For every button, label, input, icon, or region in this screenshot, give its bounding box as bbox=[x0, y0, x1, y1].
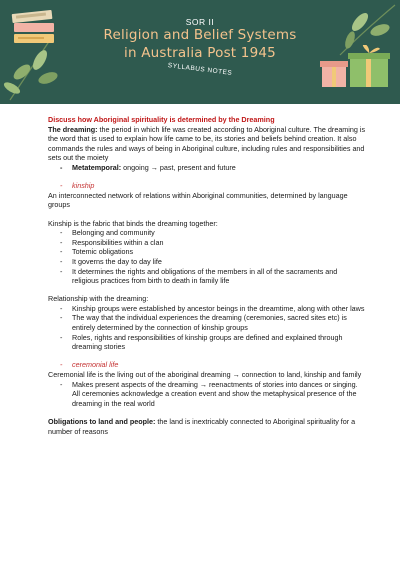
kinship-label bbox=[48, 181, 366, 191]
kinship-definition: An interconnected network of relations within Aboriginal communities, determined by language groups bbox=[48, 190, 348, 210]
bullet-dash: - bbox=[60, 247, 63, 257]
section-heading: Discuss how Aboriginal spirituality is determined by the Dreaming bbox=[48, 115, 275, 124]
list-item-text: Belonging and community bbox=[72, 228, 155, 238]
list-item-text: It determines the rights and obligations of the members in all of the sacraments and religious practices from birth to death in family life bbox=[72, 266, 338, 286]
list-item-text: Makes present aspects of the dreaming → reenactments of stories into dances or singing. All ceremonies acknowledge a creation event and show the metaphysical presence of the dreaming in the real world bbox=[72, 379, 358, 408]
list-item-text: Responsibilities within a clan bbox=[72, 237, 164, 247]
obligations-paragraph bbox=[48, 417, 366, 436]
kinship-label-text: kinship bbox=[72, 181, 95, 191]
relationship-intro: Relationship with the dreaming: bbox=[48, 294, 149, 304]
list-item bbox=[48, 163, 366, 173]
list-item bbox=[48, 313, 366, 332]
ceremonial-label bbox=[48, 360, 366, 370]
list-item-text: It governs the day to day life bbox=[72, 256, 162, 266]
bullet-dash: - bbox=[60, 379, 63, 389]
bullet-dash: - bbox=[60, 237, 63, 247]
dreaming-paragraph bbox=[48, 125, 366, 163]
list-item bbox=[48, 228, 366, 238]
bullet-dash: - bbox=[60, 181, 63, 191]
bullet-dash: - bbox=[60, 266, 63, 276]
title-line-1: Religion and Belief Systems bbox=[103, 27, 297, 43]
list-item bbox=[48, 333, 366, 352]
list-item bbox=[48, 380, 366, 409]
ceremonial-definition: Ceremonial life is the living out of the aboriginal dreaming → connection to land, kinship and family bbox=[48, 370, 362, 380]
dreaming-definition: the period in which life was created according to Aboriginal culture. The dreaming is the word that is used to explain how life came to be, its stories and beliefs behind creation. It also commands the rules and ways of being in Aboriginal culture, including rules and responsibilities and sets out the moiety bbox=[48, 124, 366, 163]
list-item-text: Totemic obligations bbox=[72, 247, 134, 257]
bullet-dash: - bbox=[60, 228, 63, 238]
bullet-dash: - bbox=[60, 313, 63, 323]
metatemporal-definition: ongoing → past, present and future bbox=[121, 162, 236, 172]
page-subtitle: SYLLABUS NOTES bbox=[167, 62, 233, 77]
list-item bbox=[48, 257, 366, 267]
list-item-text: The way that the individual experiences the dreaming (ceremonies, sacred sites etc) is entirely determined by the connection of kinship groups bbox=[72, 313, 347, 333]
list-item bbox=[48, 267, 366, 286]
list-item-text: Roles, rights and responsibilities of kinship groups are defined and explained through dreaming stories bbox=[72, 332, 343, 352]
obligations-term: Obligations to land and people: bbox=[48, 417, 156, 426]
list-item-text: Kinship groups were established by ancestor beings in the dreamtime, along with other laws bbox=[72, 303, 365, 313]
kinship-fabric-intro: Kinship is the fabric that binds the dreaming together: bbox=[48, 218, 218, 228]
metatemporal-term: Metatemporal: bbox=[72, 162, 122, 172]
obligations-definition: the land is inextricably connected to Aboriginal spirituality for a number of reasons bbox=[48, 417, 356, 436]
bullet-dash: - bbox=[60, 162, 63, 172]
ceremonial-label-text: ceremonial life bbox=[72, 360, 119, 370]
course-code: SOR II bbox=[185, 17, 215, 27]
bullet-dash: - bbox=[60, 360, 63, 370]
title-line-2: in Australia Post 1945 bbox=[124, 45, 276, 61]
bullet-dash: - bbox=[60, 332, 63, 342]
list-item bbox=[48, 238, 366, 248]
page-title bbox=[0, 26, 400, 62]
header-banner bbox=[0, 0, 400, 104]
notes-content bbox=[48, 115, 366, 436]
bullet-dash: - bbox=[60, 303, 63, 313]
list-item bbox=[48, 247, 366, 257]
bullet-dash: - bbox=[60, 256, 63, 266]
list-item bbox=[48, 304, 366, 314]
dreaming-term: The dreaming: bbox=[48, 124, 98, 134]
